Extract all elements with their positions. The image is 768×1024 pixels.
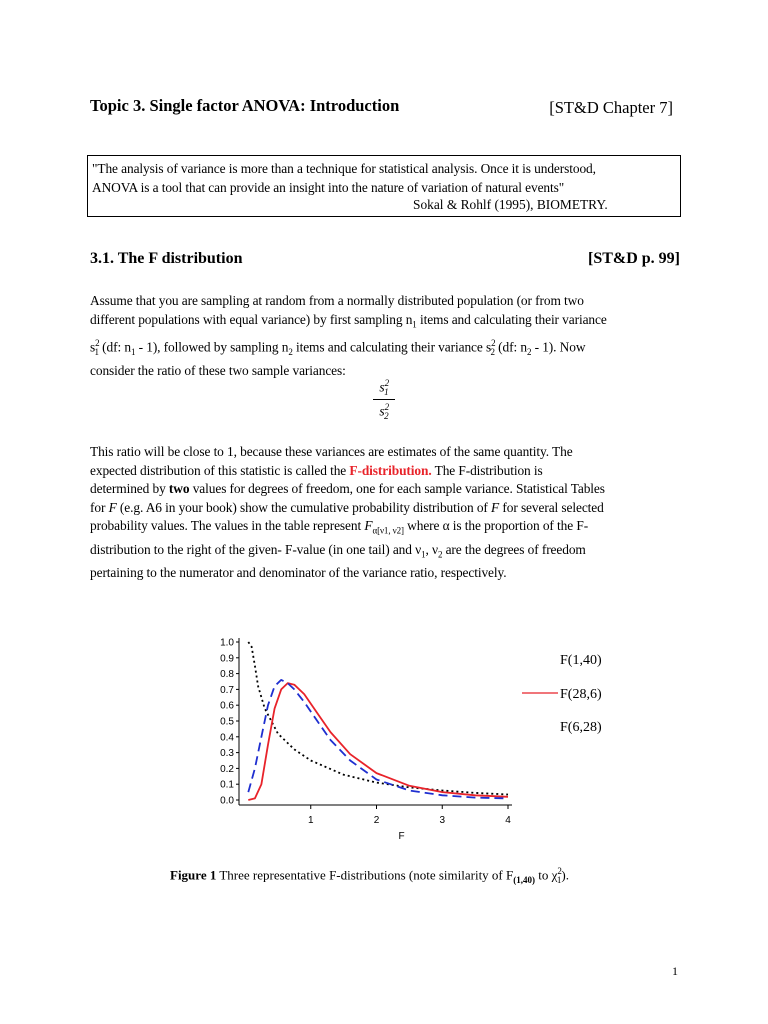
y-tick-label: 0.3	[220, 748, 234, 760]
quote-line-2: ANOVA is a tool that can provide an insight into the nature of variation of natural events"	[92, 180, 565, 195]
quote-line-1: "The analysis of variance is more than a technique for statistical analysis. Once it is understood,	[92, 161, 596, 176]
legend-label: F(1,40)	[560, 653, 602, 668]
y-tick-label: 0.0	[220, 795, 234, 807]
p1-line-3: $s^2_1$ (df: $n_1 - 1$), followed by sampling $n_2$ items and calculating their variance $s^2_2$ (df: $n_2 - 1$). Now	[90, 337, 586, 357]
p2-line-1: This ratio will be close to 1, because these variances are estimates of the same quantity. The	[90, 444, 573, 459]
paragraph-1	[90, 292, 690, 380]
x-axis-label: F	[398, 831, 405, 842]
p2-line-2: expected distribution of this statistic is called the F-distribution. The F-distribution is	[90, 462, 543, 478]
y-tick-label: 0.9	[220, 653, 234, 665]
variance-ratio	[373, 378, 395, 421]
f-distribution-term: F-distribution.	[349, 462, 432, 478]
x-tick-label: 3	[439, 815, 446, 826]
p2-line-4: for F (e.g. A6 in your book) show the cumulative probability distribution of F for several selected	[90, 499, 604, 515]
legend-label: F(28,6)	[560, 687, 602, 702]
chapter-reference: [ST&D Chapter 7]	[549, 98, 673, 117]
x-tick-label: 2	[373, 815, 380, 826]
paragraph-2	[90, 443, 690, 583]
ratio-numerator: $s^2_1$	[379, 378, 390, 398]
p2-line-6: distribution to the right of the given- F-value (in one tail) and $\nu_1$, $\nu_2$ are the degrees of freedom	[90, 541, 586, 560]
figure-caption: Figure 1 Three representative F-distributions (note similarity of $F_{(1,40)}$ to $\chi^2_1$).	[170, 866, 569, 885]
page-title: Topic 3. Single factor ANOVA: Introduction	[90, 96, 400, 115]
x-tick-label: 1	[307, 815, 314, 826]
quote-box	[87, 155, 681, 217]
y-tick-label: 0.4	[220, 732, 234, 744]
p1-line-4: consider the ratio of these two sample variances:	[90, 362, 346, 378]
f-distribution-chart	[200, 630, 640, 845]
section-reference: [ST&D p. 99]	[587, 250, 680, 267]
y-tick-label: 0.2	[220, 763, 234, 775]
y-tick-label: 1.0	[220, 637, 234, 649]
y-tick-label: 0.5	[220, 716, 234, 728]
ratio-denominator: $s^2_2$	[379, 402, 390, 422]
y-tick-label: 0.6	[220, 700, 234, 712]
y-tick-label: 0.8	[220, 669, 234, 681]
quote-source: Sokal & Rohlf (1995), BIOMETRY.	[413, 197, 608, 212]
series-line-f628	[248, 680, 508, 799]
fraction-bar	[373, 399, 395, 400]
page-number: 1	[672, 964, 678, 978]
y-tick-label: 0.1	[220, 779, 234, 791]
chart-root	[220, 638, 602, 843]
series-line-f140	[248, 642, 508, 795]
p2-line-5: probability values. The values in the table represent $F_{\alpha[\nu 1, \nu 2]}$ where α is the proportion of the F-	[90, 518, 589, 537]
section-heading: 3.1. The F distribution	[90, 250, 243, 267]
x-tick-label: 4	[505, 815, 511, 826]
p1-line-1: Assume that you are sampling at random from a normally distributed population (or from two	[90, 293, 584, 308]
y-tick-label: 0.7	[220, 684, 234, 696]
p2-line-7: pertaining to the numerator and denominator of the variance ratio, respectively.	[90, 564, 507, 580]
legend-label: F(6,28)	[560, 720, 602, 735]
p2-line-3: determined by two values for degrees of freedom, one for each sample variance. Statistical Tables	[90, 481, 605, 497]
quote-text	[92, 159, 596, 197]
p1-line-2: different populations with equal variance) by first sampling $n_1$ items and calculating their variance	[90, 311, 607, 330]
